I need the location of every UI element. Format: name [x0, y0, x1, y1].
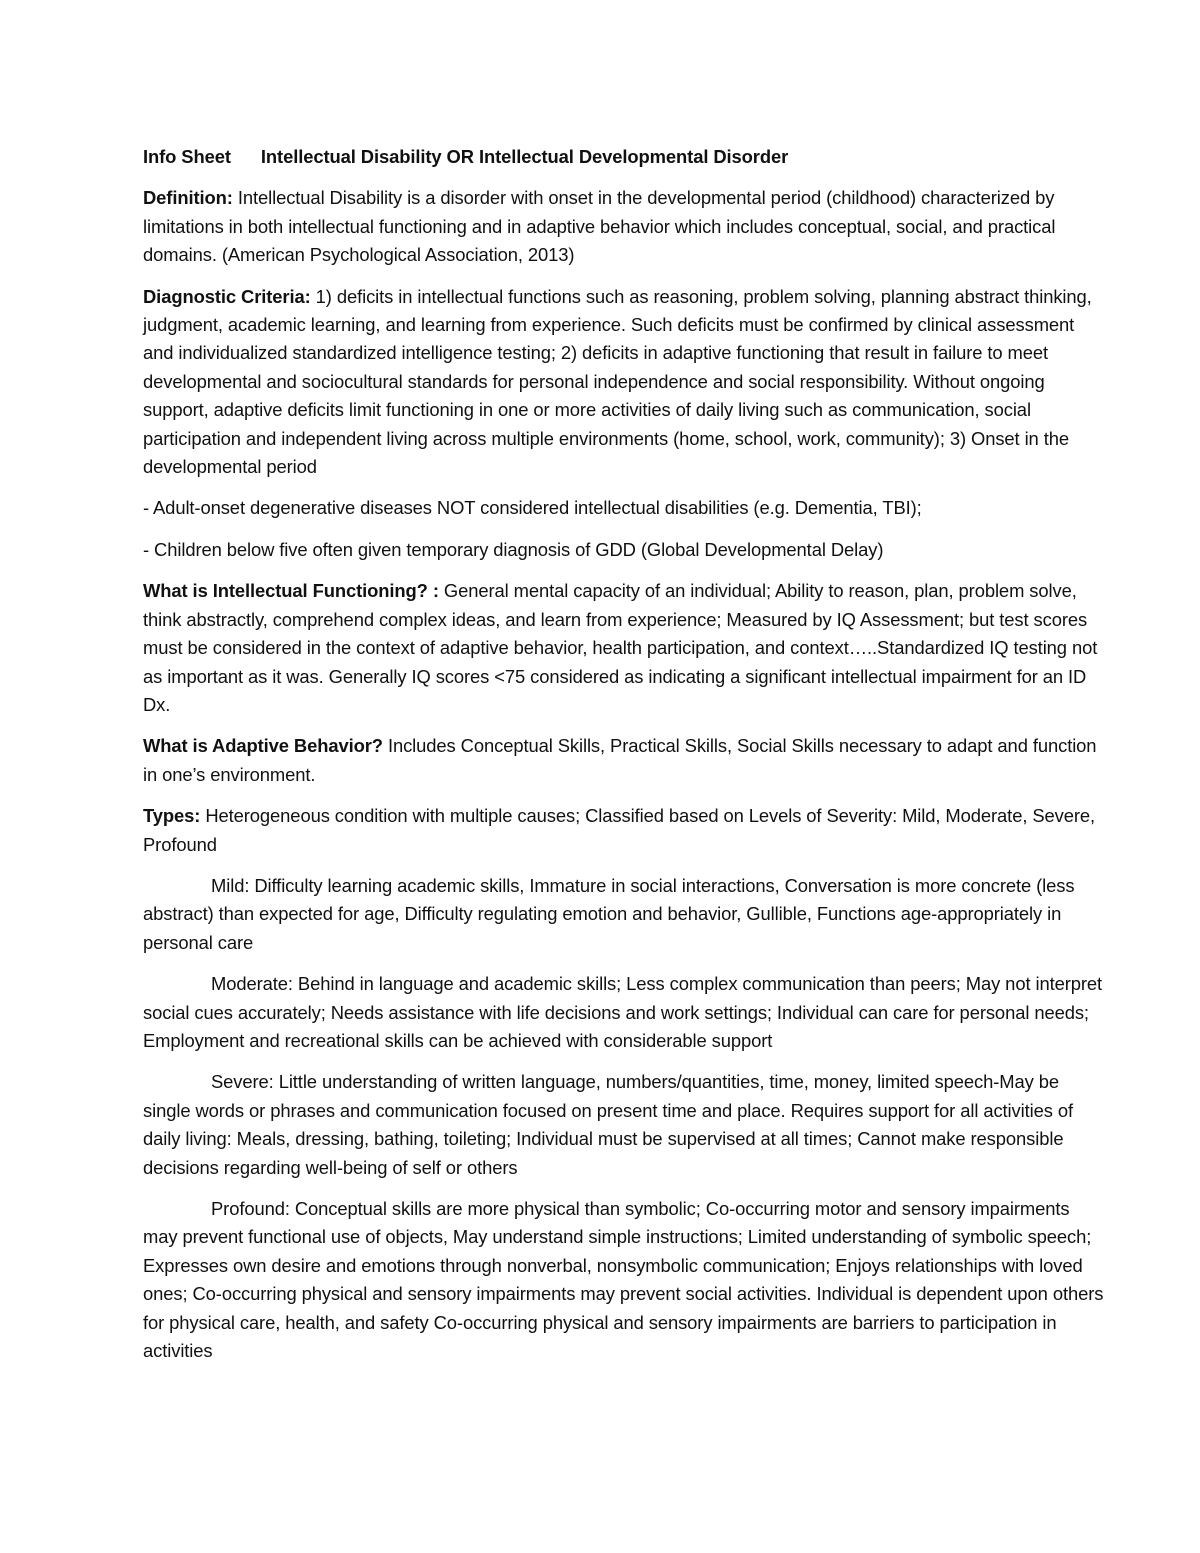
- severity-mild-paragraph: Mild: Difficulty learning academic skills, Immature in social interactions, Conversation is more concrete (less abstract) than expected for age, Difficulty regulating emotion and behavior, Gullible, Functions age-appropriately in personal care: [143, 874, 1075, 953]
- diagnostic-criteria-text: 1) deficits in intellectual functions such as reasoning, problem solving, planning abstract thinking, judgment, academic learning, and learning from experience. Such deficits must be confirmed by clinical assessment and individualized standardized intelligence testing; 2) deficits in adaptive functioning that result in failure to meet developmental and sociocultural standards for personal independence and social responsibility. Without ongoing support, adaptive deficits limit functioning in one or more activities of daily living such as communication, social participation and independent living across multiple environments (home, school, work, community); 3) Onset in the developmental period: [143, 285, 1092, 478]
- diagnostic-criteria-paragraph: [143, 283, 1105, 482]
- definition-heading: Definition:: [143, 187, 233, 209]
- note-adult-onset: - Adult-onset degenerative diseases NOT considered intellectual disabilities (e.g. Dementia, TBI);: [143, 497, 922, 519]
- document-page: [143, 143, 1105, 1378]
- intellectual-functioning-heading: What is Intellectual Functioning? :: [143, 580, 439, 602]
- document-title: Intellectual Disability OR Intellectual Developmental Disorder: [260, 146, 789, 167]
- types-paragraph: [143, 802, 1105, 859]
- diagnostic-criteria-heading: Diagnostic Criteria:: [143, 285, 311, 307]
- severity-profound-paragraph: Profound: Conceptual skills are more physical than symbolic; Co-occurring motor and sensory impairments may prevent functional use of objects, May understand simple instructions; Limited understanding of symbolic speech; Expresses own desire and emotions through nonverbal, nonsymbolic communication; Enjoys relationships with loved ones; Co-occurring physical and sensory impairments may prevent social activities. Individual is dependent upon others for physical care, health, and safety Co-occurring physical and sensory impairments are barriers to participation in activities: [143, 1198, 1104, 1362]
- adaptive-behavior-text: Includes Conceptual Skills, Practical Skills, Social Skills necessary to adapt and function in one’s environment.: [143, 735, 1097, 785]
- adaptive-behavior-paragraph: [143, 732, 1105, 789]
- document-header: [143, 143, 1105, 171]
- definition-text: Intellectual Disability is a disorder with onset in the developmental period (childhood) characterized by limitations in both intellectual functioning and in adaptive behavior which includes conceptual, social, and practical domains. (American Psychological Association, 2013): [143, 187, 1056, 266]
- intellectual-functioning-paragraph: [143, 577, 1105, 719]
- note-children-gdd: - Children below five often given temporary diagnosis of GDD (Global Developmental Delay): [143, 538, 884, 560]
- types-text: Heterogeneous condition with multiple causes; Classified based on Levels of Severity: Mild, Moderate, Severe, Profound: [143, 805, 1096, 855]
- definition-paragraph: [143, 184, 1105, 269]
- severity-moderate-paragraph: Moderate: Behind in language and academic skills; Less complex communication than peers; May not interpret social cues accurately; Needs assistance with life decisions and work settings; Individual can care for personal needs; Employment and recreational skills can be achieved with considerable support: [143, 973, 1103, 1051]
- intellectual-functioning-text: General mental capacity of an individual; Ability to reason, plan, problem solve, think abstractly, comprehend complex ideas, and learn from experience; Measured by IQ Assessment; but test scores must be considered in the context of adaptive behavior, health participation, and context…..Standardized IQ testing not as important as it was. Generally IQ scores <75 considered as indicating a significant intellectual impairment for an ID Dx.: [143, 580, 1098, 715]
- severity-severe-paragraph: Severe: Little understanding of written language, numbers/quantities, time, money, limited speech-May be single words or phrases and communication focused on present time and place. Requires support for all activities of daily living: Meals, dressing, bathing, toileting; Individual must be supervised at all times; Cannot make responsible decisions regarding well-being of self or others: [143, 1071, 1073, 1178]
- adaptive-behavior-heading: What is Adaptive Behavior?: [143, 735, 383, 757]
- types-heading: Types:: [143, 805, 201, 827]
- sheet-label: Info Sheet: [143, 146, 231, 167]
